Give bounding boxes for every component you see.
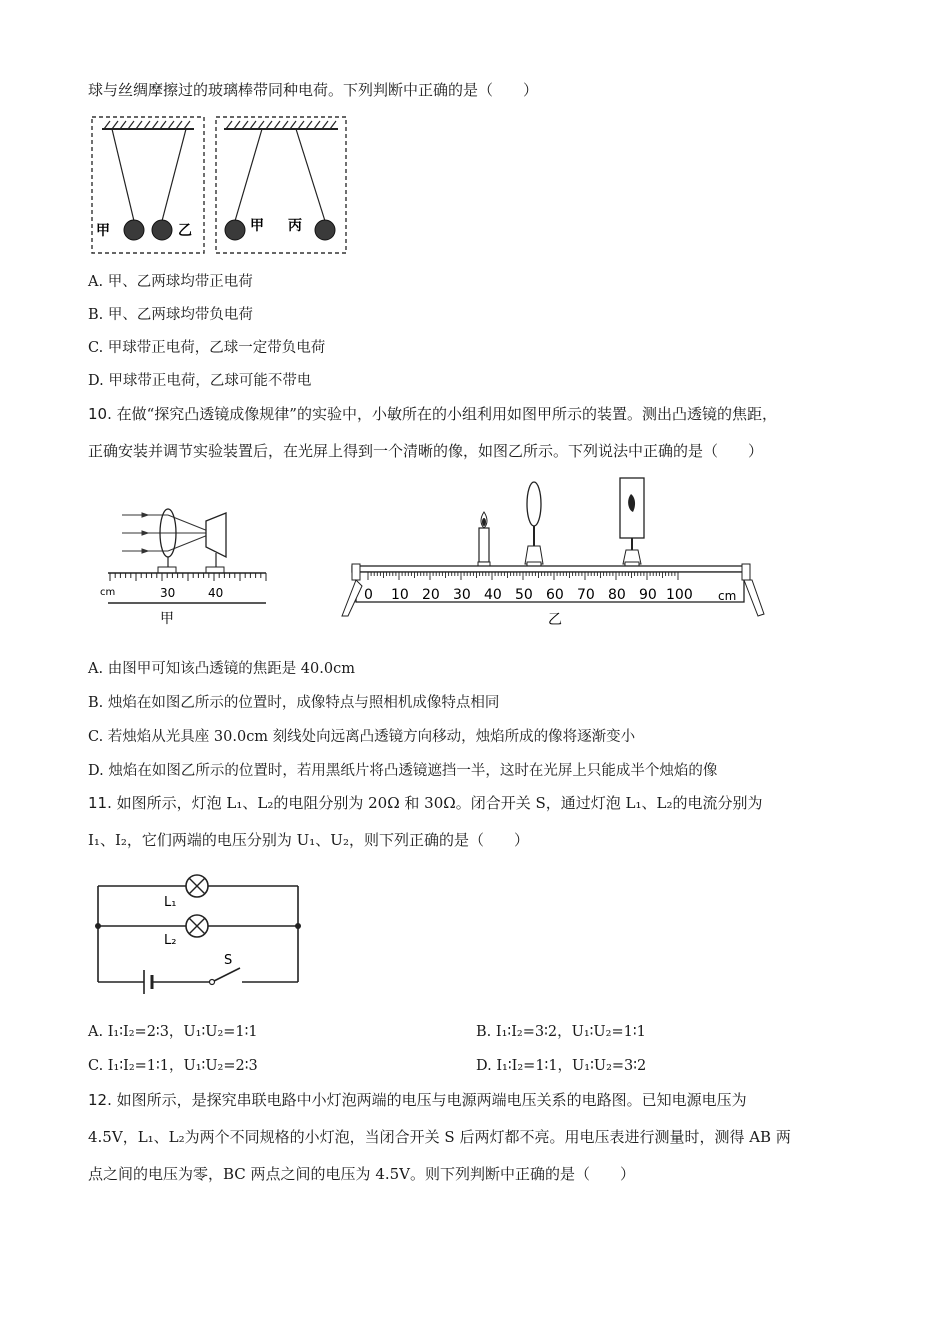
q11-option-c: C. I₁∶I₂=1∶1，U₁∶U₂=2∶3 — [88, 1058, 258, 1074]
q9-option-a: A. 甲、乙两球均带正电荷 — [88, 274, 253, 290]
q10-option-c: C. 若烛焰从光具座 30.0cm 刻线处向远离凸透镜方向移动，烛焰所成的像将逐渐变小 — [88, 729, 636, 745]
yi-tick-label: 40 — [484, 587, 502, 603]
q11-stem-text1: 如图所示，灯泡 L₁、L₂的电阻分别为 20Ω 和 30Ω。闭合开关 S，通过灯泡 L₁、L₂的电流分别为 — [116, 794, 763, 812]
label-jia-left: 甲 — [96, 223, 110, 239]
q9-option-b: B. 甲、乙两球均带负电荷 — [88, 307, 253, 323]
yi-tick-label: 90 — [639, 587, 657, 603]
q12-stem-line3: 点之间的电压为零，BC 两点之间的电压为 4.5V。则下列判断中正确的是（ ） — [88, 1165, 636, 1183]
q11-figure-circuit — [92, 870, 307, 1000]
switch-s-icon — [214, 968, 240, 981]
q10-figure-jia — [100, 505, 275, 630]
yi-unit: cm — [718, 589, 737, 603]
q10-number: 10. — [88, 405, 112, 423]
yi-tick-label: 60 — [546, 587, 564, 603]
q12-stem-line2: 4.5V，L₁、L₂为两个不同规格的小灯泡，当闭合开关 S 后两灯都不亮。用电压表进行测量时，测得 AB 两 — [88, 1128, 791, 1146]
yi-tick-label: 70 — [577, 587, 595, 603]
ball-jia-right — [225, 220, 245, 240]
yi-tick-label: 0 — [364, 587, 373, 603]
yi-tick-label: 50 — [515, 587, 533, 603]
q10-stem-line1 — [88, 404, 777, 424]
label-yi: 乙 — [178, 223, 192, 239]
jia-tick-40: 40 — [208, 586, 224, 600]
yi-tick-label: 20 — [422, 587, 440, 603]
q10-option-a: A. 由图甲可知该凸透镜的焦距是 40.0cm — [88, 661, 355, 677]
lamp-l2-label: L₂ — [164, 933, 177, 948]
yi-tick-label: 100 — [666, 587, 693, 603]
q10-stem-line2: 正确安装并调节实验装置后，在光屏上得到一个清晰的像，如图乙所示。下列说法中正确的是（ ） — [88, 442, 764, 460]
ball-bing — [315, 220, 335, 240]
q11-option-a: A. I₁∶I₂=2∶3，U₁∶U₂=1∶1 — [88, 1024, 258, 1040]
switch-s-label: S — [224, 953, 233, 968]
q11-option-b: B. I₁∶I₂=3∶2，U₁∶U₂=1∶1 — [476, 1024, 646, 1040]
yi-tick-label: 80 — [608, 587, 626, 603]
q11-stem-line1 — [88, 793, 762, 813]
yi-caption: 乙 — [548, 612, 562, 628]
yi-tick-label: 10 — [391, 587, 409, 603]
q9-figure-pendulums — [90, 115, 350, 255]
q12-number: 12. — [88, 1091, 112, 1109]
q10-figure-yi — [334, 476, 774, 631]
lamp-l1-label: L₁ — [164, 895, 177, 910]
q11-option-d: D. I₁∶I₂=1∶1，U₁∶U₂=3∶2 — [476, 1058, 647, 1074]
q11-number: 11. — [88, 794, 112, 812]
jia-tick-30: 30 — [160, 586, 176, 600]
ball-jia-left — [124, 220, 144, 240]
q12-stem-text1: 如图所示，是探究串联电路中小灯泡两端的电压与电源两端电压关系的电路图。已知电源电压为 — [116, 1091, 747, 1109]
label-bing: 丙 — [288, 218, 302, 234]
jia-unit: cm — [100, 587, 116, 598]
q11-stem-line2: I₁、I₂，它们两端的电压分别为 U₁、U₂，则下列正确的是（ ） — [88, 831, 529, 849]
q10-option-d: D. 烛焰在如图乙所示的位置时，若用黑纸片将凸透镜遮挡一半，这时在光屏上只能成半个烛焰的像 — [88, 763, 718, 779]
q10-option-b: B. 烛焰在如图乙所示的位置时，成像特点与照相机成像特点相同 — [88, 695, 500, 711]
q9-option-d: D. 甲球带正电荷，乙球可能不带电 — [88, 373, 312, 389]
label-jia-right: 甲 — [250, 218, 264, 234]
q12-stem-line1 — [88, 1090, 747, 1110]
q10-stem-text1: 在做“探究凸透镜成像规律”的实验中，小敏所在的小组利用如图甲所示的装置。测出凸透镜的焦距， — [116, 405, 777, 423]
q9-stem-tail: 球与丝绸摩擦过的玻璃棒带同种电荷。下列判断中正确的是（ ） — [88, 81, 539, 99]
yi-tick-label: 30 — [453, 587, 471, 603]
jia-caption: 甲 — [160, 611, 174, 627]
q9-option-c: C. 甲球带正电荷，乙球一定带负电荷 — [88, 340, 326, 356]
ball-yi — [152, 220, 172, 240]
